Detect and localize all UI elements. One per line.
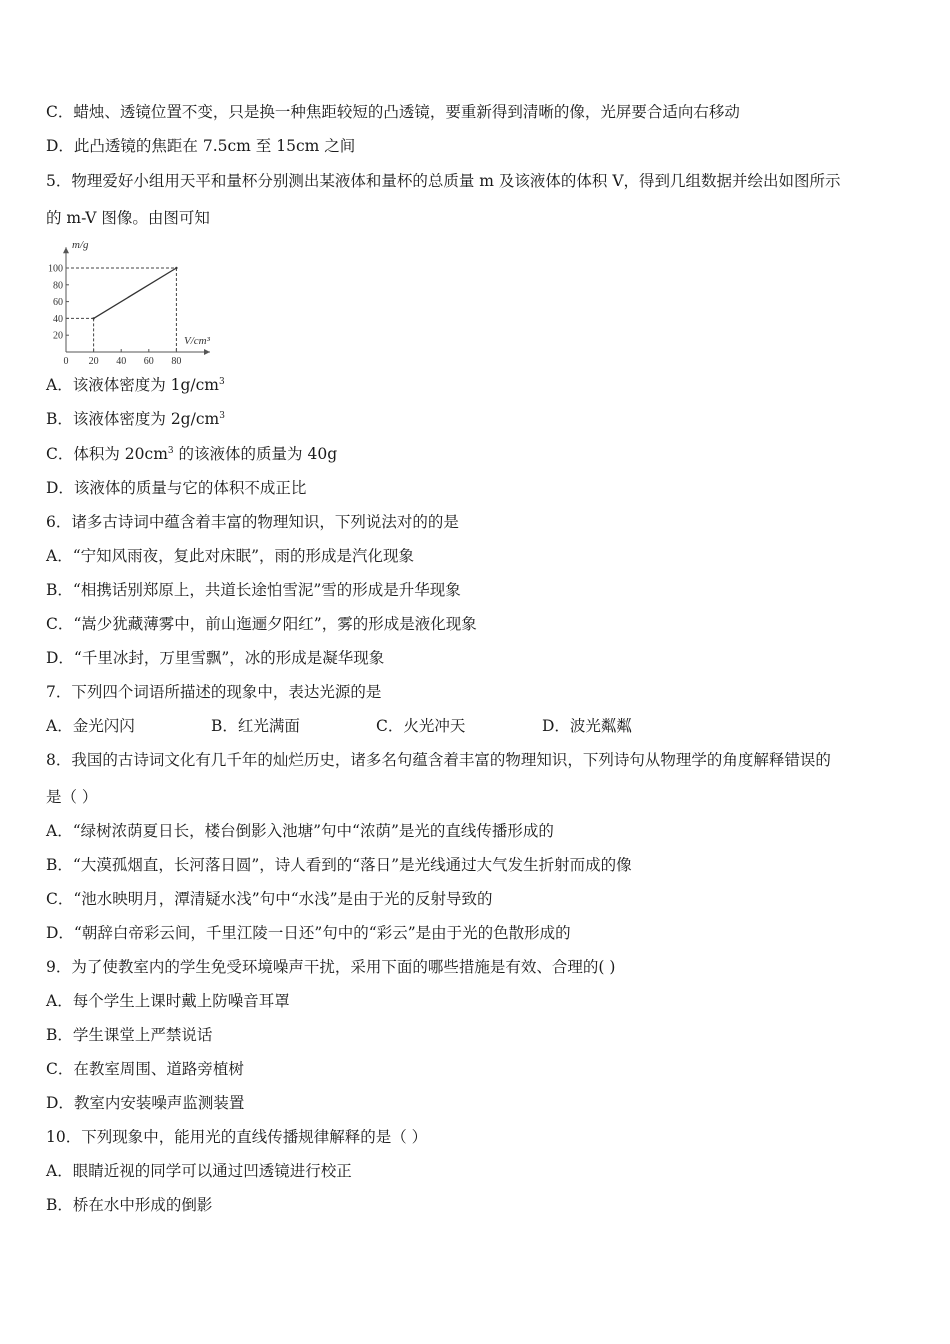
q9-option-d: D．教室内安装噪声监测装置 [46, 1094, 245, 1112]
q5-option-b: B．该液体密度为 $2g/cm^3$ [46, 410, 225, 428]
x-tick-label: 0 [63, 356, 69, 366]
q8-option-c: C．“池水映明月，潭清疑水浅”句中“水浅”是由于光的反射导致的 [46, 890, 493, 908]
q10-option-b: B．桥在水中形成的倒影 [46, 1196, 213, 1214]
q7-stem: 7．下列四个词语所描述的现象中，表达光源的是 [46, 683, 382, 701]
q10-stem: 10．下列现象中，能用光的直线传播规律解释的是（ ） [46, 1128, 428, 1146]
q4-option-c: C．蜡烛、透镜位置不变，只是换一种焦距较短的凸透镜，要重新得到清晰的像，光屏要合适向右移动 [46, 103, 740, 121]
y-tick-label: 40 [53, 313, 63, 325]
x-tick-label: 80 [171, 356, 182, 366]
q9-stem: 9．为了使教室内的学生免受环境噪声干扰，采用下面的哪些措施是有效、合理的( ) [46, 958, 616, 976]
q7-option-b: B．红光满面 [211, 717, 300, 735]
q6-option-c: C．“嵩少犹藏薄雾中，前山迤逦夕阳红”，雾的形成是液化现象 [46, 615, 477, 633]
x-tick-label: 20 [88, 356, 99, 366]
y-axis-arrow [63, 247, 69, 253]
q5-option-c: C．体积为 $20cm^3$ 的该液体的质量为 40g [46, 445, 338, 463]
q8-stem-line1: 8．我国的古诗词文化有几千年的灿烂历史，诸多名句蕴含着丰富的物理知识，下列诗句从物理学的角度解释错误的 [46, 751, 831, 769]
data-point [92, 317, 94, 319]
q6-option-d: D．“千里冰封，万里雪飘”，冰的形成是凝华现象 [46, 649, 385, 667]
q10-option-a: A．眼睛近视的同学可以通过凹透镜进行校正 [46, 1162, 352, 1180]
y-axis-label: m/g [72, 239, 89, 251]
q9-option-a: A．每个学生上课时戴上防噪音耳罩 [46, 992, 290, 1010]
q8-option-a: A．“绿树浓荫夏日长，楼台倒影入池塘”句中“浓荫”是光的直线传播形成的 [46, 822, 554, 840]
q4-option-d: D．此凸透镜的焦距在 7.5cm 至 15cm 之间 [46, 137, 356, 155]
x-tick-label: 40 [116, 356, 127, 366]
x-axis-label: V/cm³ [184, 335, 210, 347]
q9-option-c: C．在教室周围、道路旁植树 [46, 1060, 244, 1078]
q9-option-b: B．学生课堂上严禁说话 [46, 1026, 213, 1044]
q5-option-a: A．该液体密度为 $1g/cm^3$ [46, 376, 225, 394]
q6-stem: 6．诸多古诗词中蕴含着丰富的物理知识，下列说法对的的是 [46, 513, 459, 531]
graph-marks [66, 267, 178, 352]
q6-option-b: B．“相携话别郑原上，共道长途怕雪泥”雪的形成是升华现象 [46, 581, 461, 599]
q7-option-d: D．波光粼粼 [542, 717, 632, 735]
x-tick-label: 60 [143, 356, 154, 366]
m-v-graph [44, 238, 244, 366]
q7-options-row [46, 716, 746, 736]
q5-stem-line2: 的 m-V 图像。由图可知 [46, 209, 210, 227]
q5-stem-line1: 5．物理爱好小组用天平和量杯分别测出某液体和量杯的总质量 m 及该液体的体积 V，得到几组数据并绘出如图所示 [46, 172, 841, 190]
q5-option-d: D．该液体的质量与它的体积不成正比 [46, 479, 307, 497]
q6-option-a: A．“宁知风雨夜，复此对床眠”，雨的形成是汽化现象 [46, 547, 415, 565]
y-tick-label: 20 [53, 330, 63, 342]
q8-option-b: B．“大漠孤烟直，长河落日圆”，诗人看到的“落日”是光线通过大气发生折射而成的像 [46, 856, 632, 874]
data-point [175, 267, 177, 269]
x-axis-arrow [204, 349, 210, 355]
y-tick-label: 60 [53, 297, 63, 309]
y-tick-label: 80 [53, 280, 63, 292]
y-tick-label: 100 [48, 263, 63, 275]
data-line [94, 268, 177, 318]
q8-option-d: D．“朝辞白帝彩云间，千里江陵一日还”句中的“彩云”是由于光的色散形成的 [46, 924, 571, 942]
q8-stem-line2: 是（ ） [46, 788, 98, 806]
q7-option-c: C．火光冲天 [376, 717, 466, 735]
graph-ticks [48, 239, 211, 366]
q7-option-a: A．金光闪闪 [46, 717, 135, 735]
